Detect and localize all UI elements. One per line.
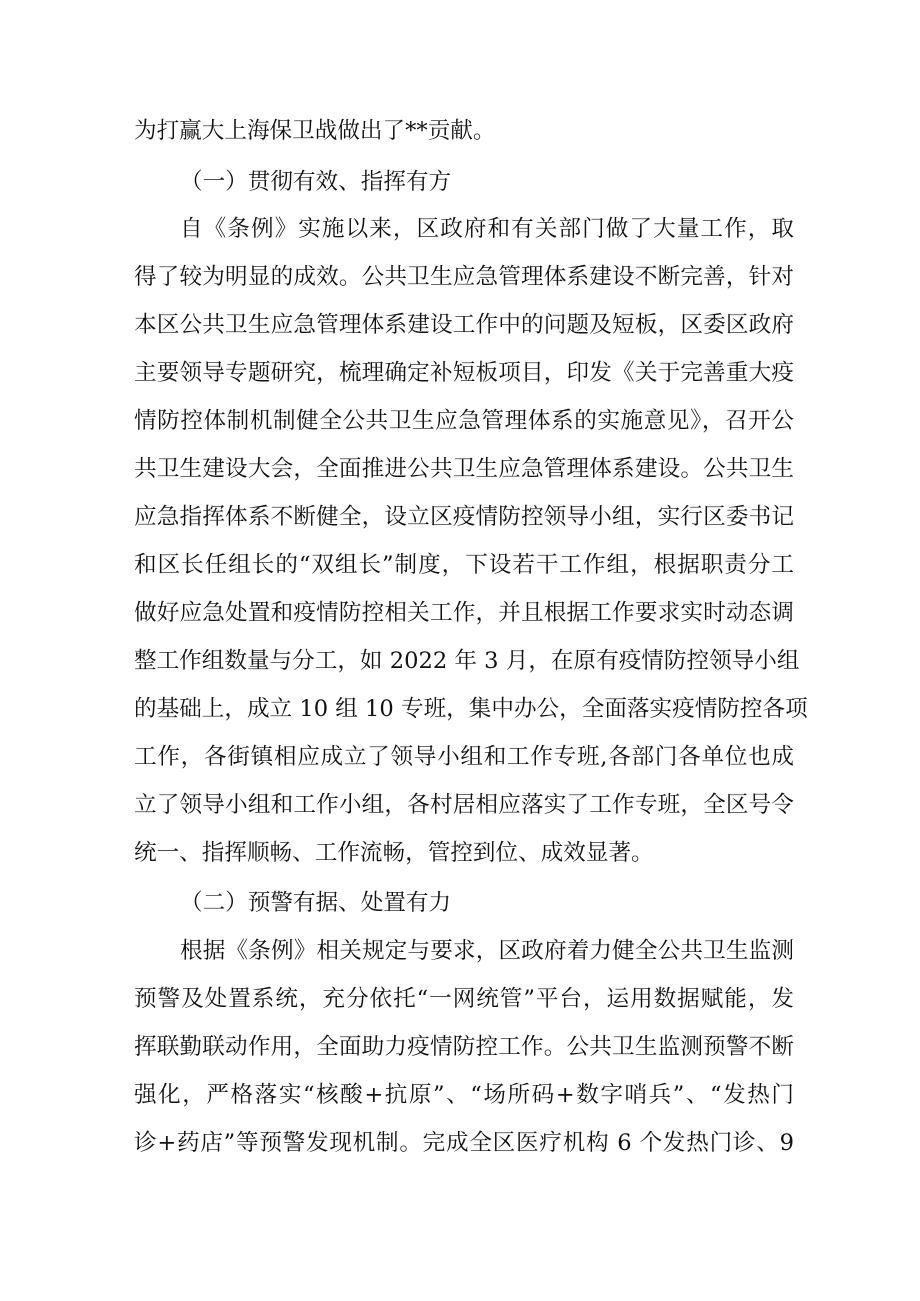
text-line: 整工作组数量与分工，如 2022 年 3 月，在原有疫情防控领导小组 [134,648,800,674]
section-heading: （二）预警有据、处置有力 [180,890,452,916]
text-line: 做好应急处置和疫情防控相关工作，并且根据工作要求实时动态调 [134,600,794,626]
text-line: 得了较为明显的成效。公共卫生应急管理体系建设不断完善，针对 [134,264,794,290]
text-line: 强化，严格落实“核酸+抗原”、“场所码+数字哨兵”、“发热门 [134,1082,794,1108]
text-line: 主要领导专题研究，梳理确定补短板项目，印发《关于完善重大疫 [134,360,794,386]
text-line: 自《条例》实施以来，区政府和有关部门做了大量工作，取 [180,216,794,242]
text-line: 工作，各街镇相应成立了领导小组和工作专班,各部门各单位也成 [134,744,794,770]
text-line: 的基础上，成立 10 组 10 专班，集中办公，全面落实疫情防控各项 [134,696,808,722]
text-line: 挥联勤联动作用，全面助力疫情防控工作。公共卫生监测预警不断 [134,1034,794,1060]
text-line: 诊+药店”等预警发现机制。完成全区医疗机构 6 个发热门诊、9 [134,1130,794,1156]
text-line: 共卫生建设大会，全面推进公共卫生应急管理体系建设。公共卫生 [134,456,794,482]
text-line: 统一、指挥顺畅、工作流畅，管控到位、成效显著。 [134,840,654,866]
section-heading: （一）贯彻有效、指挥有方 [180,169,452,195]
text-line: 本区公共卫生应急管理体系建设工作中的问题及短板，区委区政府 [134,312,794,338]
text-line: 情防控体制机制健全公共卫生应急管理体系的实施意见》，召开公 [134,408,794,434]
text-line: 立了领导小组和工作小组，各村居相应落实了工作专班，全区号令 [134,792,794,818]
text-line: 应急指挥体系不断健全，设立区疫情防控领导小组，实行区委书记 [134,504,794,530]
text-line: 和区长任组长的“双组长”制度，下设若干工作组，根据职责分工 [134,552,794,578]
text-line: 根据《条例》相关规定与要求，区政府着力健全公共卫生监测 [180,938,794,964]
text-line: 为打赢大上海保卫战做出了**贡献。 [134,118,496,144]
text-line: 预警及处置系统，充分依托“一网统管”平台，运用数据赋能，发 [134,986,794,1012]
